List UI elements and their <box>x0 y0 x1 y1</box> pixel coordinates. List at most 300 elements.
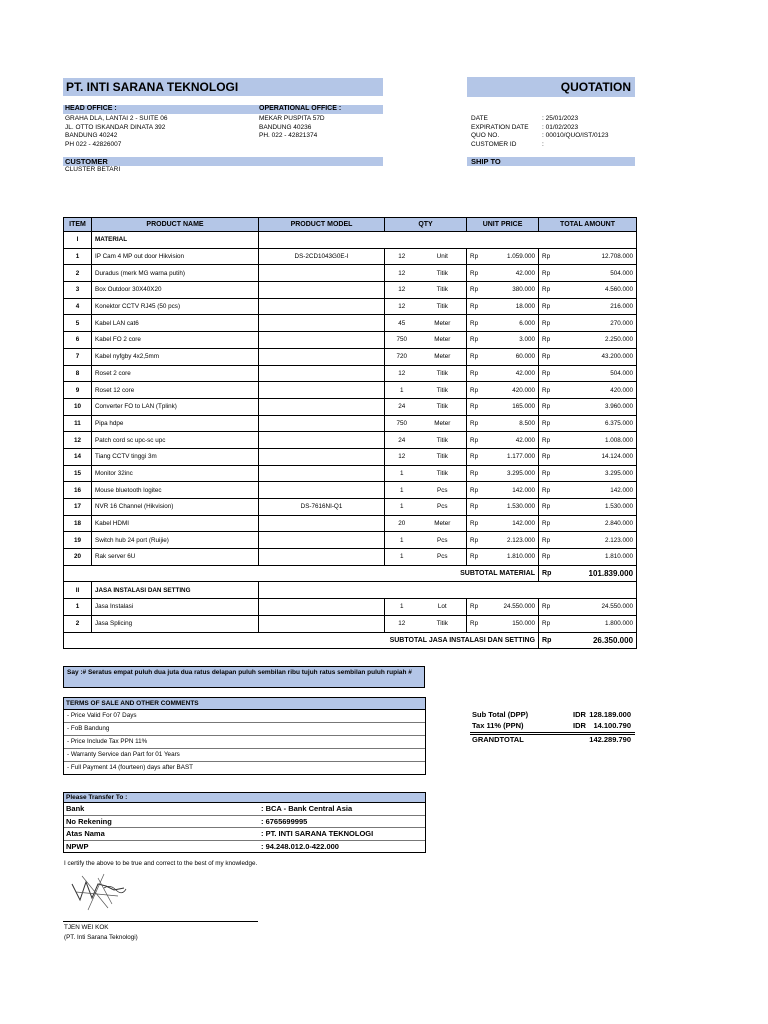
unit-price: 380.000 <box>481 282 539 299</box>
quote-number-value: : 00010/QUO/IST/0123 <box>542 132 609 140</box>
quantity: 720 <box>385 348 419 365</box>
grandtotal-value: 142.289.790 <box>589 735 631 744</box>
total-currency: Rp <box>539 432 553 449</box>
table-row <box>64 248 637 265</box>
section-title: MATERIAL <box>92 232 259 249</box>
total-amount: 24.550.000 <box>553 599 637 616</box>
unit-price: 24.550.000 <box>481 599 539 616</box>
account-value: : 6765699995 <box>261 816 308 826</box>
unit: Titik <box>419 615 467 632</box>
subtotal-currency: Rp <box>539 632 553 649</box>
transfer-title: Please Transfer To : <box>64 793 425 803</box>
product-model <box>259 432 385 449</box>
product-model <box>259 532 385 549</box>
transfer-row-account <box>64 816 425 829</box>
product-name: Konektor CCTV RJ45 (50 pcs) <box>92 298 259 315</box>
subtotal-label: SUBTOTAL JASA INSTALASI DAN SETTING <box>64 632 539 649</box>
price-currency: Rp <box>467 599 481 616</box>
subtotal-value: 101.839.000 <box>553 565 637 582</box>
price-currency: Rp <box>467 348 481 365</box>
say-box <box>63 666 425 688</box>
total-currency: Rp <box>539 382 553 399</box>
term-line: - Price Include Tax PPN 11% <box>64 736 425 749</box>
price-currency: Rp <box>467 415 481 432</box>
product-model <box>259 382 385 399</box>
unit-price: 1.059.000 <box>481 248 539 265</box>
table-row <box>64 332 637 349</box>
total-currency: Rp <box>539 248 553 265</box>
address-line: PH 022 - 42826007 <box>65 140 122 148</box>
price-currency: Rp <box>467 298 481 315</box>
unit: Meter <box>419 332 467 349</box>
account-label: No Rekening <box>66 816 112 826</box>
item-number: 12 <box>64 432 92 449</box>
operational-office-address <box>259 115 325 141</box>
total-amount: 1.008.000 <box>553 432 637 449</box>
terms-title: TERMS OF SALE AND OTHER COMMENTS <box>64 698 425 710</box>
quantity: 1 <box>385 482 419 499</box>
address-line: BANDUNG 40236 <box>259 123 312 131</box>
price-currency: Rp <box>467 515 481 532</box>
certify-text: I certify the above to be true and correct to the best of my knowledge. <box>64 860 258 867</box>
total-amount: 2.123.000 <box>553 532 637 549</box>
amount-in-words: Say :# Seratus empat puluh dua juta dua ratus delapan puluh sembilan ribu tujuh ratus sembilan puluh rupiah # <box>67 669 412 676</box>
total-amount: 504.000 <box>553 365 637 382</box>
subtotal-row <box>64 632 637 649</box>
quantity: 1 <box>385 465 419 482</box>
quantity: 12 <box>385 615 419 632</box>
tax-value: 14.100.790 <box>593 721 631 730</box>
item-number: 15 <box>64 465 92 482</box>
term-line: - Warranty Service dan Part for 01 Years <box>64 749 425 762</box>
product-name: Mouse bluetooth logitec <box>92 482 259 499</box>
item-number: 10 <box>64 398 92 415</box>
product-name: Roset 2 core <box>92 365 259 382</box>
unit-price: 42.000 <box>481 432 539 449</box>
tax-row <box>470 721 635 733</box>
price-currency: Rp <box>467 615 481 632</box>
product-name: Roset 12 core <box>92 382 259 399</box>
unit-price: 165.000 <box>481 398 539 415</box>
price-currency: Rp <box>467 499 481 516</box>
item-number: 2 <box>64 265 92 282</box>
col-product-name: PRODUCT NAME <box>92 218 259 232</box>
product-model <box>259 615 385 632</box>
subtotal-row <box>470 710 635 721</box>
expiration-date-label: EXPIRATION DATE <box>471 123 529 131</box>
operational-office-label: OPERATIONAL OFFICE : <box>259 105 342 112</box>
product-model <box>259 398 385 415</box>
product-name: IP Cam 4 MP out door Hikvision <box>92 248 259 265</box>
unit-price: 6.000 <box>481 315 539 332</box>
signature-image <box>68 870 130 912</box>
total-amount: 142.000 <box>553 482 637 499</box>
total-currency: Rp <box>539 549 553 566</box>
quantity: 12 <box>385 265 419 282</box>
table-row <box>64 465 637 482</box>
product-name: Box Outdoor 30X40X20 <box>92 282 259 299</box>
section-number: II <box>64 582 92 599</box>
quantity: 1 <box>385 382 419 399</box>
total-amount: 270.000 <box>553 315 637 332</box>
unit: Pcs <box>419 499 467 516</box>
quantity: 750 <box>385 332 419 349</box>
unit: Titik <box>419 298 467 315</box>
total-amount: 2.250.000 <box>553 332 637 349</box>
total-currency: Rp <box>539 615 553 632</box>
unit-price: 142.000 <box>481 515 539 532</box>
transfer-row-bank <box>64 803 425 816</box>
quantity: 1 <box>385 599 419 616</box>
tax-currency: IDR <box>573 721 586 730</box>
total-amount: 14.124.000 <box>553 448 637 465</box>
address-line: JL. OTTO ISKANDAR DINATA 392 <box>65 123 166 131</box>
address-line: MEKAR PUSPITA 57D <box>259 115 325 122</box>
total-amount: 1.530.000 <box>553 499 637 516</box>
col-unit-price: UNIT PRICE <box>467 218 539 232</box>
item-number: 4 <box>64 298 92 315</box>
unit-price: 8.500 <box>481 415 539 432</box>
quantity: 1 <box>385 532 419 549</box>
section-row <box>64 582 637 599</box>
unit-price: 1.810.000 <box>481 549 539 566</box>
quantity: 24 <box>385 398 419 415</box>
customer-name: CLUSTER BETARI <box>65 166 121 173</box>
table-row <box>64 315 637 332</box>
table-row <box>64 298 637 315</box>
product-model: DS-7616NI-Q1 <box>259 499 385 516</box>
table-row <box>64 398 637 415</box>
quantity: 12 <box>385 448 419 465</box>
unit: Meter <box>419 415 467 432</box>
unit: Titik <box>419 432 467 449</box>
total-currency: Rp <box>539 282 553 299</box>
item-number: 6 <box>64 332 92 349</box>
product-name: Tiang CCTV tinggi 3m <box>92 448 259 465</box>
item-number: 14 <box>64 448 92 465</box>
product-model <box>259 332 385 349</box>
unit-price: 42.000 <box>481 365 539 382</box>
product-model <box>259 465 385 482</box>
unit: Titik <box>419 265 467 282</box>
head-office-address <box>65 115 167 149</box>
item-number: 1 <box>64 248 92 265</box>
col-item: ITEM <box>64 218 92 232</box>
doc-title: QUOTATION <box>560 80 631 94</box>
price-currency: Rp <box>467 465 481 482</box>
total-currency: Rp <box>539 315 553 332</box>
product-model <box>259 415 385 432</box>
price-currency: Rp <box>467 248 481 265</box>
unit: Titik <box>419 382 467 399</box>
signature-line <box>63 921 258 922</box>
table-row <box>64 499 637 516</box>
total-amount: 420.000 <box>553 382 637 399</box>
item-number: 5 <box>64 315 92 332</box>
unit-price: 42.000 <box>481 265 539 282</box>
table-row <box>64 282 637 299</box>
quantity: 12 <box>385 282 419 299</box>
section-fill <box>259 582 637 599</box>
table-row <box>64 549 637 566</box>
product-name: Pipa hdpe <box>92 415 259 432</box>
product-model <box>259 315 385 332</box>
unit-price: 1.530.000 <box>481 499 539 516</box>
product-name: Rak server 6U <box>92 549 259 566</box>
unit: Pcs <box>419 482 467 499</box>
unit-price: 18.000 <box>481 298 539 315</box>
product-model <box>259 365 385 382</box>
total-amount: 504.000 <box>553 265 637 282</box>
price-currency: Rp <box>467 432 481 449</box>
item-number: 19 <box>64 532 92 549</box>
total-currency: Rp <box>539 265 553 282</box>
transfer-row-holder <box>64 828 425 841</box>
subtotal-currency: Rp <box>539 565 553 582</box>
quantity: 12 <box>385 298 419 315</box>
terms-box <box>63 697 426 775</box>
col-total-amount: TOTAL AMOUNT <box>539 218 637 232</box>
product-model <box>259 515 385 532</box>
price-currency: Rp <box>467 382 481 399</box>
price-currency: Rp <box>467 482 481 499</box>
quote-number-label: QUO NO. <box>471 132 500 140</box>
product-model <box>259 348 385 365</box>
total-amount: 12.708.000 <box>553 248 637 265</box>
total-amount: 2.840.000 <box>553 515 637 532</box>
product-model <box>259 448 385 465</box>
price-currency: Rp <box>467 365 481 382</box>
product-name: Duradus (merk MG warna putih) <box>92 265 259 282</box>
grandtotal-row <box>470 734 635 746</box>
unit: Meter <box>419 348 467 365</box>
table-row <box>64 348 637 365</box>
subtotal-label: Sub Total (DPP) <box>472 710 529 719</box>
total-currency: Rp <box>539 499 553 516</box>
unit-price: 60.000 <box>481 348 539 365</box>
table-row <box>64 365 637 382</box>
product-model <box>259 282 385 299</box>
product-name: Switch hub 24 port (Ruijie) <box>92 532 259 549</box>
item-number: 2 <box>64 615 92 632</box>
subtotal-value: 26.350.000 <box>553 632 637 649</box>
bank-value: : BCA - Bank Central Asia <box>261 804 353 813</box>
item-number: 18 <box>64 515 92 532</box>
total-currency: Rp <box>539 599 553 616</box>
total-currency: Rp <box>539 348 553 365</box>
product-name: Converter FO to LAN (Tplink) <box>92 398 259 415</box>
address-line: GRAHA DLA, LANTAI 2 - SUITE 06 <box>65 115 168 122</box>
item-number: 17 <box>64 499 92 516</box>
quantity: 12 <box>385 365 419 382</box>
subtotal-value: 128.189.000 <box>589 710 631 719</box>
unit-price: 150.000 <box>481 615 539 632</box>
product-name: NVR 16 Channel (Hikvision) <box>92 499 259 516</box>
total-amount: 1.800.000 <box>553 615 637 632</box>
unit-price: 420.000 <box>481 382 539 399</box>
section-row <box>64 232 637 249</box>
product-name: Patch cord sc upc-sc upc <box>92 432 259 449</box>
address-line: PH. 022 - 42821374 <box>259 132 318 140</box>
section-fill <box>259 232 637 249</box>
unit-price: 1.177.000 <box>481 448 539 465</box>
signer-name: TJEN WEI KOK <box>64 924 109 931</box>
unit: Meter <box>419 315 467 332</box>
customer-label: CUSTOMER <box>65 157 108 166</box>
total-amount: 216.000 <box>553 298 637 315</box>
totals-block <box>470 710 635 746</box>
company-name: PT. INTI SARANA TEKNOLOGI <box>66 80 239 94</box>
holder-label: Atas Nama <box>66 829 105 839</box>
unit: Pcs <box>419 549 467 566</box>
price-currency: Rp <box>467 549 481 566</box>
table-header-row <box>64 218 637 232</box>
transfer-box <box>63 792 426 853</box>
product-model: DS-2CD1043G0E-I <box>259 248 385 265</box>
expiration-date-value: : 01/02/2023 <box>542 123 579 131</box>
total-currency: Rp <box>539 298 553 315</box>
total-currency: Rp <box>539 365 553 382</box>
product-name: Monitor 32inc <box>92 465 259 482</box>
unit: Titik <box>419 365 467 382</box>
product-name: Kabel FO 2 core <box>92 332 259 349</box>
table-body <box>64 232 637 649</box>
quantity: 20 <box>385 515 419 532</box>
date-value: : 25/01/2023 <box>542 115 579 122</box>
table-row <box>64 382 637 399</box>
unit-price: 3.000 <box>481 332 539 349</box>
tax-label: Tax 11% (PPN) <box>472 721 524 730</box>
price-currency: Rp <box>467 282 481 299</box>
table-row <box>64 515 637 532</box>
table-row <box>64 415 637 432</box>
address-line: BANDUNG 40242 <box>65 132 118 140</box>
subtotal-row <box>64 565 637 582</box>
npwp-value: : 94.248.012.0-422.000 <box>261 841 339 851</box>
unit: Meter <box>419 515 467 532</box>
table-row <box>64 448 637 465</box>
table-row <box>64 432 637 449</box>
quantity: 45 <box>385 315 419 332</box>
item-number: 7 <box>64 348 92 365</box>
ship-to-label: SHIP TO <box>471 157 501 166</box>
unit: Lot <box>419 599 467 616</box>
signer-company: (PT. Inti Sarana Teknologi) <box>64 934 138 941</box>
price-currency: Rp <box>467 532 481 549</box>
quantity: 24 <box>385 432 419 449</box>
quote-info-labels <box>471 115 529 149</box>
unit: Titik <box>419 448 467 465</box>
subtotal-label: SUBTOTAL MATERIAL <box>64 565 539 582</box>
total-currency: Rp <box>539 515 553 532</box>
holder-value: : PT. INTI SARANA TEKNOLOGI <box>261 829 374 839</box>
col-product-model: PRODUCT MODEL <box>259 218 385 232</box>
product-name: Kabel LAN cat6 <box>92 315 259 332</box>
bank-label: Bank <box>66 804 85 813</box>
product-model <box>259 265 385 282</box>
term-line: - Price Valid For 07 Days <box>64 710 425 723</box>
total-amount: 6.375.000 <box>553 415 637 432</box>
grandtotal-label: GRANDTOTAL <box>472 735 524 744</box>
section-title: JASA INSTALASI DAN SETTING <box>92 582 259 599</box>
items-table <box>63 217 637 649</box>
item-number: 9 <box>64 382 92 399</box>
term-line: - FoB Bandung <box>64 723 425 736</box>
product-model <box>259 482 385 499</box>
product-name: Kabel HDMI <box>92 515 259 532</box>
customer-id-value: : <box>542 140 544 148</box>
quantity: 750 <box>385 415 419 432</box>
customer-id-label: CUSTOMER ID <box>471 140 517 148</box>
unit: Titik <box>419 398 467 415</box>
quantity: 1 <box>385 549 419 566</box>
total-amount: 3.960.000 <box>553 398 637 415</box>
transfer-row-npwp <box>64 841 425 853</box>
total-amount: 3.295.000 <box>553 465 637 482</box>
term-line: - Full Payment 14 (fourteen) days after BAST <box>67 764 193 771</box>
table-row <box>64 265 637 282</box>
unit-price: 3.295.000 <box>481 465 539 482</box>
customer-band <box>63 157 383 166</box>
unit: Titik <box>419 465 467 482</box>
total-amount: 43.200.000 <box>553 348 637 365</box>
quantity: 1 <box>385 499 419 516</box>
product-model <box>259 599 385 616</box>
total-currency: Rp <box>539 482 553 499</box>
unit-price: 142.000 <box>481 482 539 499</box>
item-number: 1 <box>64 599 92 616</box>
product-model <box>259 549 385 566</box>
total-amount: 1.810.000 <box>553 549 637 566</box>
total-currency: Rp <box>539 415 553 432</box>
table-row <box>64 532 637 549</box>
total-currency: Rp <box>539 465 553 482</box>
unit: Titik <box>419 282 467 299</box>
npwp-label: NPWP <box>66 841 89 851</box>
price-currency: Rp <box>467 398 481 415</box>
total-currency: Rp <box>539 448 553 465</box>
product-name: Kabel nyfgby 4x2,5mm <box>92 348 259 365</box>
item-number: 3 <box>64 282 92 299</box>
item-number: 16 <box>64 482 92 499</box>
item-number: 8 <box>64 365 92 382</box>
total-currency: Rp <box>539 398 553 415</box>
product-name: Jasa Instalasi <box>92 599 259 616</box>
table-row <box>64 599 637 616</box>
date-label: DATE <box>471 115 488 122</box>
subtotal-currency: IDR <box>573 710 586 719</box>
total-amount: 4.560.000 <box>553 282 637 299</box>
table-row <box>64 615 637 632</box>
quote-info-values <box>542 115 608 149</box>
price-currency: Rp <box>467 332 481 349</box>
price-currency: Rp <box>467 448 481 465</box>
unit: Unit <box>419 248 467 265</box>
product-model <box>259 298 385 315</box>
unit: Pcs <box>419 532 467 549</box>
product-name: Jasa Splicing <box>92 615 259 632</box>
total-currency: Rp <box>539 332 553 349</box>
price-currency: Rp <box>467 315 481 332</box>
item-number: 20 <box>64 549 92 566</box>
table-row <box>64 482 637 499</box>
unit-price: 2.123.000 <box>481 532 539 549</box>
item-number: 11 <box>64 415 92 432</box>
total-currency: Rp <box>539 532 553 549</box>
quantity: 12 <box>385 248 419 265</box>
price-currency: Rp <box>467 265 481 282</box>
col-qty: QTY <box>385 218 467 232</box>
